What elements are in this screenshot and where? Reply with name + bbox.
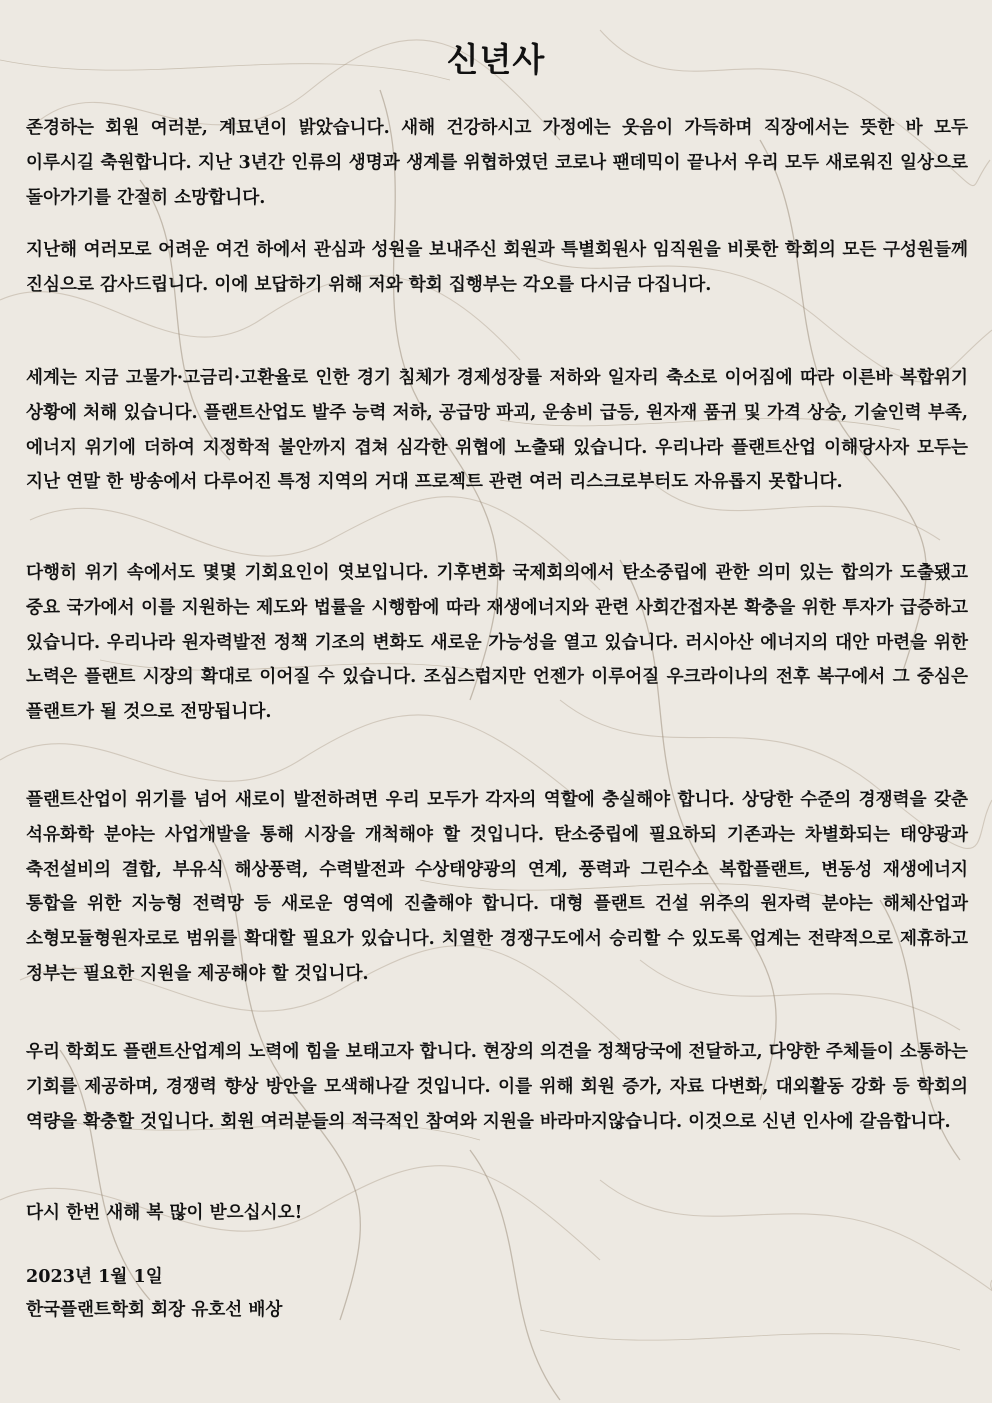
letter-date: 2023년 1월 1일 [26,1266,163,1287]
page-title: 신년사 [446,40,546,79]
paragraph-society: 우리 학회도 플랜트산업계의 노력에 힘을 보태고자 합니다. 현장의 의견을 정책당국에 전달하고, 다양한 주체들이 소통하는 기회를 제공하며, 경쟁력 향상 방안을 모색해나갈 것입니다. 이를 위해 회원 증가, 자료 다변화, 대외활동 강화 등 학회의 역량을 확충할 것입니다. 회원 여러분들의 적극적인 참여와 지원을 바라마지않습니다. 이것으로 신년 인사에 갈음합니다. [26,1041,968,1132]
paragraph-greeting: 존경하는 회원 여러분, 계묘년이 밝았습니다. 새해 건강하시고 가정에는 웃음이 가득하며 직장에서는 뜻한 바 모두 이루시길 축원합니다. 지난 3년간 인류의 생명과 생계를 위협하였던 코로나 팬데믹이 끝나서 우리 모두 새로워진 일상으로 돌아가기를 간절히 소망합니다. [26,117,968,208]
paragraph-crisis: 세계는 지금 고물가·고금리·고환율로 인한 경기 침체가 경제성장률 저하와 일자리 축소로 이어짐에 따라 이른바 복합위기 상황에 처해 있습니다. 플랜트산업도 발주 능력 저하, 공급망 파괴, 운송비 급등, 원자재 품귀 및 가격 상승, 기술인력 부족, 에너지 위기에 더하여 지정학적 불안까지 겹쳐 심각한 위협에 노출돼 있습니다. 우리나라 플랜트산업 이해당사자 모두는 지난 연말 한 방송에서 다루어진 특정 지역의 거대 프로젝트 관련 여러 리스크로부터도 자유롭지 못합니다. [26,367,968,493]
paragraph-closing: 다시 한번 새해 복 많이 받으십시오! [26,1202,303,1223]
letter-signature: 한국플랜트학회 회장 유호선 배상 [26,1299,283,1320]
paragraph-thanks: 지난해 여러모로 어려운 여건 하에서 관심과 성원을 보내주신 회원과 특별회원사 임직원을 비롯한 학회의 모든 구성원들께 진심으로 감사드립니다. 이에 보답하기 위해 저와 학회 집행부는 각오를 다시금 다집니다. [26,239,968,295]
paragraph-opportunity: 다행히 위기 속에서도 몇몇 기회요인이 엿보입니다. 기후변화 국제회의에서 탄소중립에 관한 의미 있는 합의가 도출됐고 중요 국가에서 이를 지원하는 제도와 법률을 시행함에 따라 재생에너지와 관련 사회간접자본 확충을 위한 투자가 급증하고 있습니다. 우리나라 원자력발전 정책 기조의 변화도 새로운 가능성을 열고 있습니다. 러시아산 에너지의 대안 마련을 위한 노력은 플랜트 시장의 확대로 이어질 수 있습니다. 조심스럽지만 언젠가 이루어질 우크라이나의 전후 복구에서 그 중심은 플랜트가 될 것으로 전망됩니다. [26,562,968,723]
paragraph-roles: 플랜트산업이 위기를 넘어 새로이 발전하려면 우리 모두가 각자의 역할에 충실해야 합니다. 상당한 수준의 경쟁력을 갖춘 석유화학 분야는 사업개발을 통해 시장을 개척해야 할 것입니다. 탄소중립에 필요하되 기존과는 차별화되는 태양광과 축전설비의 결합, 부유식 해상풍력, 수력발전과 수상태양광의 연계, 풍력과 그린수소 복합플랜트, 변동성 재생에너지 통합을 위한 지능형 전력망 등 새로운 영역에 진출해야 합니다. 대형 플랜트 건설 위주의 원자력 분야는 해체산업과 소형모듈형원자로로 범위를 확대할 필요가 있습니다. 치열한 경쟁구도에서 승리할 수 있도록 업계는 전략적으로 제휴하고 정부는 필요한 지원을 제공해야 할 것입니다. [26,789,968,984]
